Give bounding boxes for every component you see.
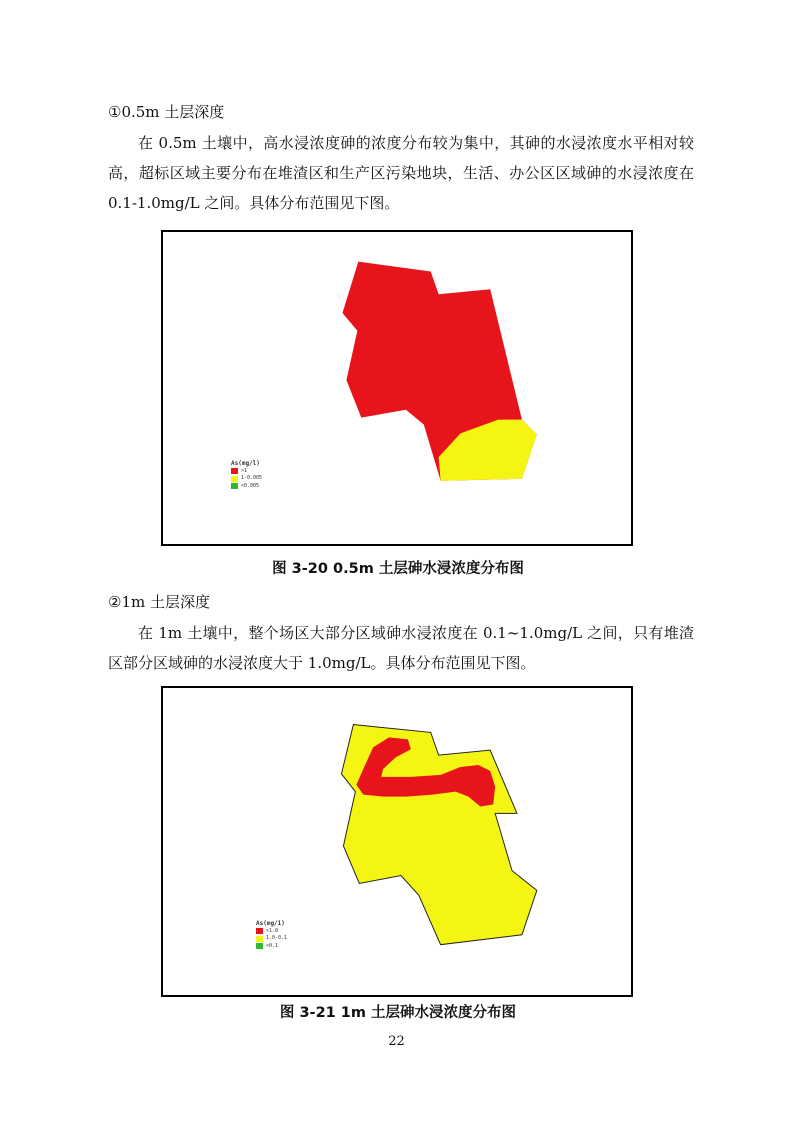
figure2-caption: 图 3-21 1m 土层砷水浸浓度分布图 [279,1005,517,1021]
figure2-map [161,686,633,997]
figure2-map-drawing [163,688,631,995]
figure1-legend-label: >1 [241,467,248,474]
figure1-caption: 图 3-20 0.5m 土层砷水浸浓度分布图 [272,561,524,577]
figure1-legend-item [231,468,262,476]
figure1-map-drawing [163,232,631,544]
legend-swatch-yellow [256,936,263,942]
figure1-map [161,230,633,546]
figure2-legend-title: As(mg/1) [256,920,285,927]
figure1-legend-title: As(mg/l) [231,460,260,467]
figure2-legend-item [256,928,287,936]
figure2-legend-label: <0.1 [266,942,279,949]
legend-swatch-green [256,943,263,949]
figure1-legend-item [231,483,262,491]
legend-swatch-red [231,468,238,474]
section2-paragraph: 在 1m 土壤中，整个场区大部分区域砷水浸浓度在 0.1~1.0mg/L 之间，只有堆渣区部分区域砷的水浸浓度大于 1.0mg/L。具体分布范围见下图。 [108,624,694,672]
figure2-legend-label: >1.0 [266,927,279,934]
legend-swatch-red [256,928,263,934]
figure2-legend-item [256,943,287,951]
figure1-legend-label: 1-0.005 [241,475,263,481]
figure2-legend-item [256,935,287,943]
figure1-legend-item [231,475,262,483]
section1-paragraph: 在 0.5m 土壤中，高水浸浓度砷的浓度分布较为集中，其砷的水浸浓度水平相对较高，超标区域主要分布在堆渣区和生产区污染地块，生活、办公区区域砷的水浸浓度在 0.1-1.0mg/L 之间。具体分布范围见下图。 [108,134,694,212]
figure1-legend [231,460,262,490]
page-number: 22 [388,1034,405,1049]
figure2-legend [256,920,287,950]
legend-swatch-green [231,483,238,489]
section1-heading: ①0.5m 土层深度 [108,103,225,121]
figure1-legend-label: <0.005 [241,482,260,489]
figure2-legend-label: 1.0-0.1 [266,935,288,941]
section2-heading: ②1m 土层深度 [108,593,210,611]
legend-swatch-yellow [231,476,238,482]
